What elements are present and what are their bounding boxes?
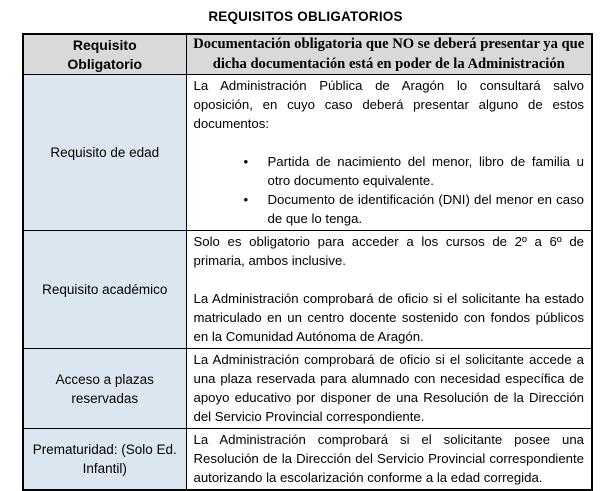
row-content (186, 349, 592, 429)
table-row-prematuridad (23, 429, 592, 491)
column-header-documentacion (186, 34, 592, 75)
paragraph: Solo es obligatorio para acceder a los cursos de 2º a 6º de primaria, ambos inclusive. (193, 234, 584, 268)
list-item-text: Partida de nacimiento del menor, libro de familia u otro documento equivalente. (267, 154, 584, 188)
paragraph: La Administración comprobará si el solicitante posee una Resolución de la Dirección del Servicio Provincial correspondiente autorizando la escolarización conforme a la edad corregida. (193, 432, 584, 485)
row-label: Acceso a plazas reservadas (23, 349, 186, 429)
row-label: Requisito de edad (23, 75, 186, 231)
page-title: REQUISITOS OBLIGATORIOS (208, 9, 403, 24)
paragraph: La Administración Pública de Aragón lo consultará salvo oposición, en cuyo caso deberá presentar alguno de estos documentos: (193, 78, 584, 131)
table-header-row (23, 34, 592, 75)
row-content (186, 231, 592, 349)
paragraph: La Administración comprobará de oficio si el solicitante accede a una plaza reservada para alumnado con necesidad específica de apoyo educativo por disponer de una Resolución de la Dirección del Servicio Provincial correspondiente. (193, 352, 584, 424)
list-item (242, 190, 585, 228)
table-row-requisito-academico (23, 231, 592, 349)
row-content (186, 429, 592, 491)
row-content (186, 75, 592, 231)
list-item-text: Documento de identificación (DNI) del menor en caso de que lo tenga. (267, 192, 584, 226)
table-row-requisito-de-edad (23, 75, 592, 231)
column-header-label: Requisito Obligatorio (67, 36, 143, 72)
column-header-requisito-obligatorio (23, 34, 186, 75)
requirements-table (22, 33, 593, 491)
bullet-icon: • (243, 192, 249, 207)
bullet-list (194, 152, 585, 228)
paragraph: La Administración comprobará de oficio si el solicitante ha estado matriculado en un centro docente sostenido con fondos públicos en la Comunidad Autónoma de Aragón. (193, 291, 584, 344)
table-row-acceso-a-plazas-reservadas (23, 349, 592, 429)
bullet-icon: • (243, 154, 249, 169)
column-header-label: Documentación obligatoria que NO se deberá presentar ya que dicha documentación está en poder de la Administración (193, 36, 585, 72)
list-item (242, 152, 585, 190)
row-label: Requisito académico (23, 231, 186, 349)
row-label: Prematuridad: (Solo Ed. Infantil) (23, 429, 186, 491)
